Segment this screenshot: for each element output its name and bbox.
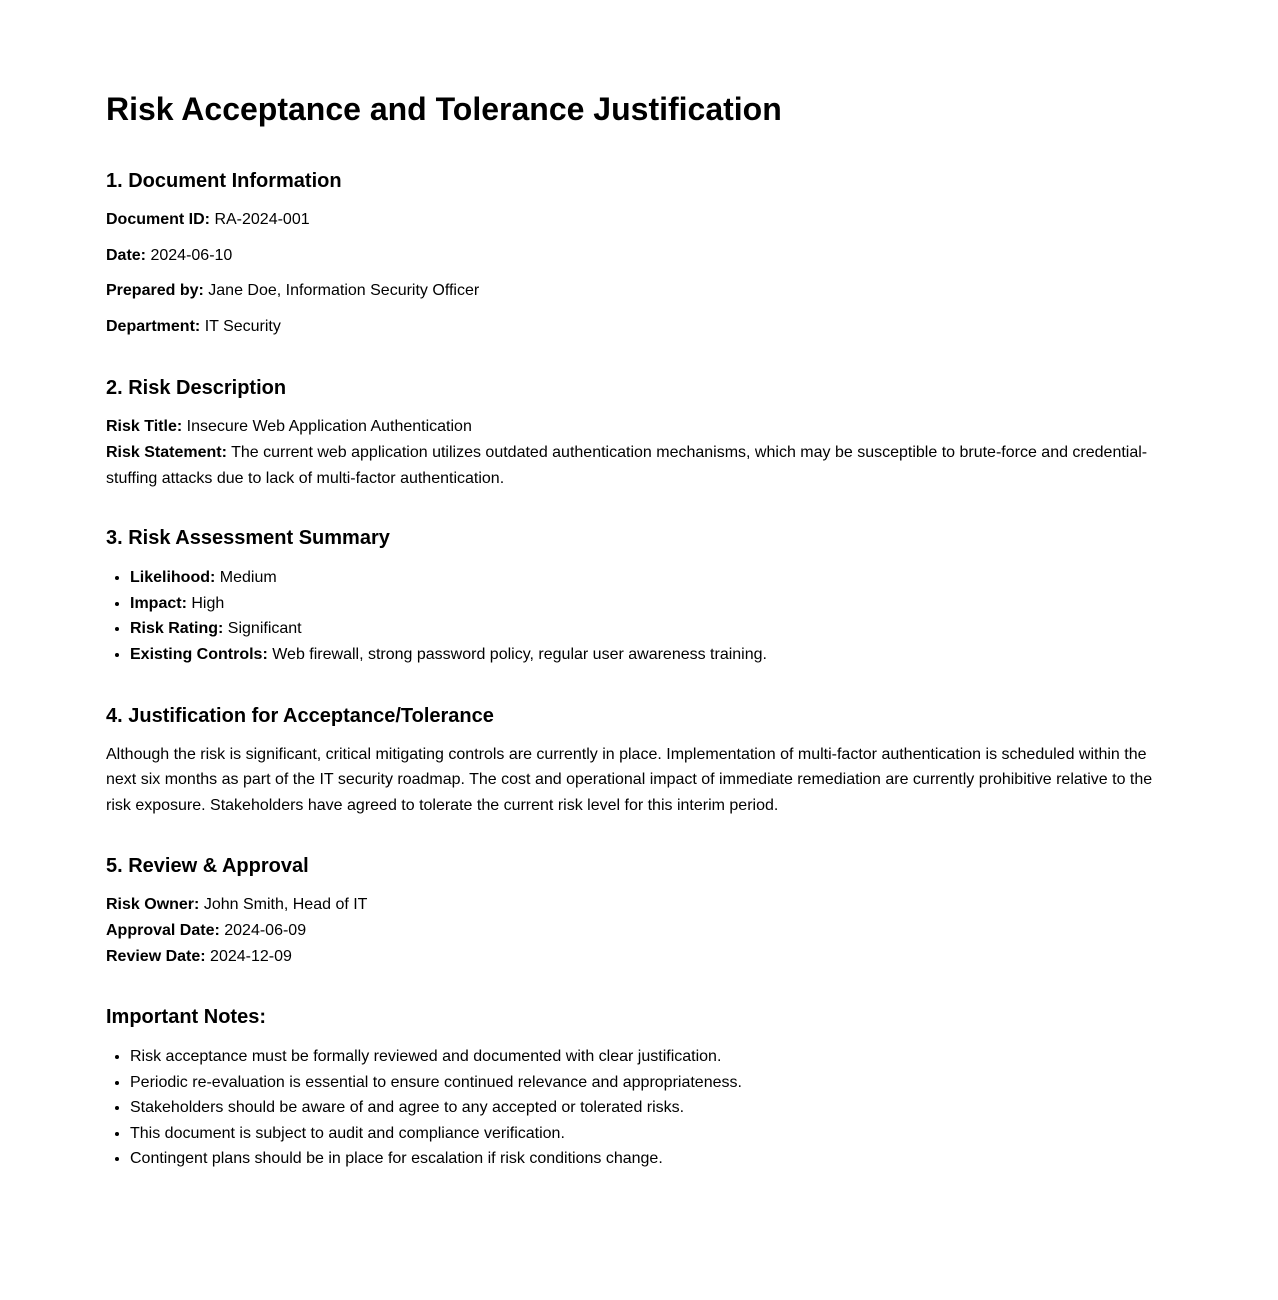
note-item: • Risk acceptance must be formally reviewed and documented with clear justification. (130, 1044, 1166, 1070)
prepared-by-label: Prepared by: (106, 282, 204, 300)
likelihood-value: Medium (219, 569, 277, 587)
existing-controls-item (130, 642, 1166, 668)
review-date-label: Review Date: (106, 947, 206, 965)
risk-owner-label: Risk Owner: (106, 896, 200, 914)
important-notes-heading: Important Notes: (106, 1006, 266, 1029)
review-date-value: 2024-12-09 (210, 947, 292, 965)
review-approval-section (106, 854, 1166, 969)
date-field (106, 243, 1166, 269)
department-label: Department: (106, 317, 201, 335)
risk-rating-item (130, 616, 1166, 642)
impact-value: High (191, 594, 225, 612)
risk-statement-label: Risk Statement: (106, 443, 227, 461)
document-information-section (106, 169, 1166, 339)
important-notes-section (106, 1005, 1166, 1172)
note-item: • Periodic re-evaluation is essential to ensure continued relevance and appropriateness. (130, 1070, 1166, 1096)
document-id-value: RA-2024-001 (214, 211, 310, 228)
prepared-by-field (106, 278, 1166, 304)
risk-assessment-heading: 3. Risk Assessment Summary (106, 527, 390, 550)
risk-rating-value: Significant (227, 620, 302, 638)
risk-owner-field (106, 892, 1166, 918)
likelihood-item (130, 565, 1166, 591)
date-label: Date: (106, 246, 147, 264)
department-value: IT Security (204, 317, 281, 335)
document-id-field (106, 207, 1166, 233)
document (106, 0, 1166, 1172)
approval-date-field (106, 918, 1166, 944)
note-item: • Stakeholders should be aware of and agree to any accepted or tolerated risks. (130, 1095, 1166, 1121)
risk-statement-value: The current web application utilizes outdated authentication mechanisms, which may be susceptible to brute-force and credential-stuffing attacks due to lack of multi-factor authentication. (106, 443, 1148, 487)
review-date-field (106, 944, 1166, 970)
approval-date-label: Approval Date: (106, 921, 220, 939)
existing-controls-value: Web firewall, strong password policy, regular user awareness training. (272, 645, 767, 663)
prepared-by-value: Jane Doe, Information Security Officer (208, 282, 480, 300)
document-information-heading: 1. Document Information (106, 170, 342, 192)
department-field (106, 314, 1166, 340)
impact-item (130, 591, 1166, 617)
risk-statement-field (106, 440, 1166, 491)
risk-title-value: Insecure Web Application Authentication (186, 418, 472, 436)
important-notes-list (106, 1044, 1166, 1172)
document-id-label: Document ID: (106, 211, 210, 228)
justification-heading: 4. Justification for Acceptance/Tolerance (106, 704, 494, 727)
document-title: Risk Acceptance and Tolerance Justification (106, 91, 782, 127)
note-item: • Contingent plans should be in place for escalation if risk conditions change. (130, 1146, 1166, 1172)
note-item: • This document is subject to audit and compliance verification. (130, 1121, 1166, 1147)
justification-section (106, 704, 1166, 819)
approval-date-value: 2024-06-09 (224, 921, 307, 939)
risk-rating-label: Risk Rating: (130, 620, 224, 638)
review-approval-heading: 5. Review & Approval (106, 855, 309, 878)
existing-controls-label: Existing Controls: (130, 645, 268, 663)
date-value: 2024-06-10 (150, 246, 233, 264)
risk-owner-value: John Smith, Head of IT (203, 896, 368, 914)
justification-text: Although the risk is significant, critical mitigating controls are currently in place. Implementation of multi-factor authentication is scheduled within the next six months as part of the IT security roadmap. The cost and operational impact of immediate remediation are currently prohibitive relative to the risk exposure. Stakeholders have agreed to tolerate the current risk level for this interim period. (106, 745, 1153, 814)
likelihood-label: Likelihood: (130, 569, 216, 587)
risk-description-section (106, 376, 1166, 491)
risk-title-field (106, 414, 1166, 440)
risk-assessment-section (106, 526, 1166, 667)
impact-label: Impact: (130, 594, 187, 612)
risk-description-heading: 2. Risk Description (106, 377, 287, 400)
risk-assessment-list (106, 565, 1166, 667)
risk-title-label: Risk Title: (106, 418, 183, 436)
